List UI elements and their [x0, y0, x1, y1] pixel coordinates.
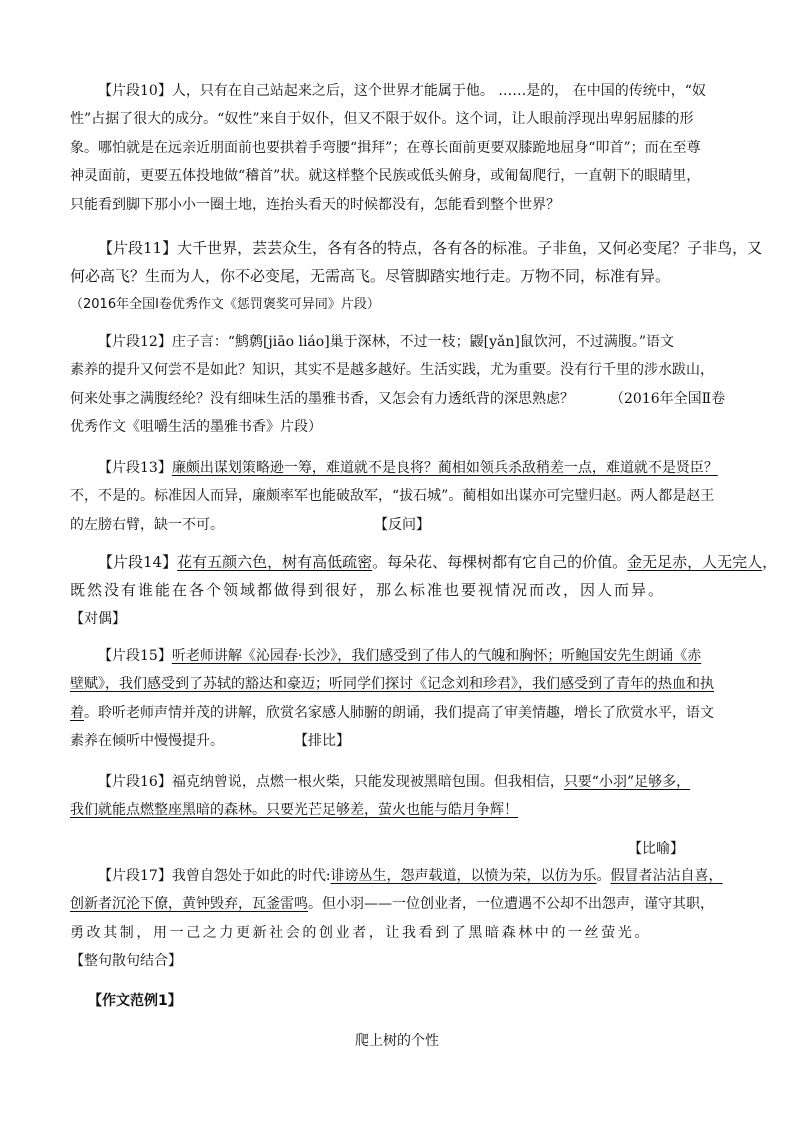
paragraph-14-label: 【片段14】	[98, 553, 178, 571]
paragraph-15-underlined-2: 壁赋》，我们感受到了苏轼的豁达和豪迈；听同学们探讨《记念刘和珍君》，我们感受到了青年的热血和执	[70, 676, 714, 693]
paragraph-13-underlined: 廉颇出谋划策略逊一筹，难道就不是良将？蔺相如领兵杀敌稍差一点，难道就不是贤臣？	[171, 460, 718, 476]
paragraph-12-line-3-wrap	[70, 385, 724, 413]
paragraph-13-label: 【片段13】	[98, 460, 172, 476]
paragraph-10-line-3: 象。哪怕就是在远亲近朋面前也要拱着手弯腰“揖拜”；在尊长面前更要双膝跪地屈身“叩首”；而在至尊	[70, 139, 701, 156]
paragraph-10-line-2: 性”占据了很大的成分。“奴性”来自于奴仆，但又不限于奴仆。这个词，让人眼前浮现出卑躬屈膝的形	[70, 111, 694, 128]
paragraph-11-line-2: 何必高飞？生而为人，你不必变尾，无需高飞。尽管脚踏实地行走。万物不同，标准有异。	[70, 267, 671, 286]
paragraph-17-underlined-3: 创新者沉沦下僚，黄钟毁弃，瓦釜雷鸣	[70, 896, 308, 913]
paragraph-14-tag: 【对偶】	[70, 610, 126, 627]
paragraph-13-line-2: 不，不是的。标准因人而异，廉颇率军也能破敌军，“拔石城”。蔺相如出谋亦可完璧归赵。两人都是赵王	[70, 488, 715, 505]
paragraph-17-label: 【片段17】我曾自怨处于如此的时代:	[98, 868, 331, 884]
paragraph-17-tag: 【整句散句结合】	[70, 953, 182, 970]
paragraph-15-underlined-1: 听老师讲解《沁园春·长沙》，我们感受到了伟人的气魄和胸怀；听鲍国安先生朗诵《赤	[171, 648, 702, 664]
paragraph-11-source: （2016年全国Ⅰ卷优秀作文《惩罚褒奖可异同》片段）	[70, 296, 380, 312]
paragraph-12-line-1: 【片段12】庄子言：“鹪鹩[jiāo liáo]巢于深林，不过一枝；鼹[yǎn]鼠饮河，不过满腹。”语文	[98, 334, 675, 350]
essay-title: 爬上树的个性	[355, 1033, 439, 1049]
paragraph-17-line-2	[70, 890, 724, 918]
paragraph-15-line-3-text: 。聆听老师声情并茂的讲解，欣赏名家感人肺腑的朗诵，我们提高了审美情趣，增长了欣赏水平，语文	[84, 704, 714, 721]
paragraph-12	[70, 328, 724, 442]
paragraph-10-line-4: 神灵面前，更要五体投地做“稽首”状。就这样整个民族或低头俯身，或匍匐爬行，一直朝下的眼睛里，	[70, 168, 701, 185]
paragraph-13	[70, 454, 724, 539]
paragraph-12-source-start: （2016年全国Ⅱ卷	[610, 390, 726, 407]
paragraph-15-line-1	[70, 642, 724, 670]
paragraph-14-line-2: 既然没有谁能在各个领域都做得到很好，那么标准也要视情况而改，因人而异。	[70, 581, 666, 600]
paragraph-16-tag: 【比喻】	[628, 840, 684, 857]
paragraph-14-end: ，	[762, 553, 778, 571]
paragraph-15-line-3	[70, 699, 724, 727]
paragraph-15-line-4	[70, 727, 724, 755]
paragraph-15	[70, 642, 724, 756]
paragraph-13-line-3	[70, 511, 724, 539]
paragraph-17-underlined-1: 诽谤丛生，怨声载道，以愤为荣，以仿为乐	[330, 868, 597, 884]
paragraph-13-line-3-text: 的左膀右臂，缺一不可。	[70, 516, 224, 533]
paragraph-16-text: 【片段16】福克纳曾说，点燃一根火柴，只能发现被黑暗包围。但我相信，	[98, 774, 564, 790]
paragraph-14-middle: 。每朵花、每棵树都有它自己的价值。	[372, 553, 628, 571]
paragraph-16-underlined-2: 我们就能点燃整座黑暗的森林。只要光芒足够差，萤火也能与皓月争辉！	[70, 802, 518, 819]
paragraph-17-underlined-2: 假冒者沾沾自喜，	[610, 868, 723, 884]
paragraph-10-line-1: 【片段10】人，只有在自己站起来之后，这个世界才能属于他。 ……是的， 在中国的传统中，“奴	[98, 83, 706, 99]
paragraph-16-line-1	[70, 768, 724, 796]
paragraph-11	[70, 234, 763, 319]
paragraph-17-line-1	[70, 862, 724, 890]
paragraph-14-line-1	[70, 548, 778, 576]
paragraph-15-tag: 【排比】	[294, 733, 350, 750]
paragraph-14	[70, 548, 778, 633]
paragraph-14-underlined-1: 花有五颜六色，树有高低疏密	[177, 553, 373, 571]
paragraph-10-line-5: 只能看到脚下那小小一圈土地，连抬头看天的时候都没有，怎能看到整个世界？	[70, 196, 560, 213]
paragraph-12-line-3: 何来处事之满腹经纶？没有细味生活的墨雅书香，又怎会有力透纸背的深思熟虑？	[70, 390, 574, 407]
paragraph-13-tag: 【反问】	[374, 516, 430, 533]
paragraph-17-line-3: 勇改其制，用一己之力更新社会的创业者，让我看到了黑暗森林中的一丝萤光。	[70, 924, 651, 941]
paragraph-12-line-2: 素养的提升又何尝不是如此？知识，其实不是越多越好。生活实践，尤为重要。没有行千里的涉水跋山，	[70, 362, 714, 379]
paragraph-10	[70, 77, 724, 219]
paragraph-17-line-2-text: 。但小羽——一位创业者，一位遭遇不公却不出怨声，谨守其职，	[308, 896, 714, 913]
paragraph-13-line-1	[70, 454, 724, 482]
paragraph-17	[70, 862, 724, 976]
paragraph-15-label: 【片段15】	[98, 648, 172, 664]
paragraph-16	[70, 768, 724, 863]
paragraph-15-line-4-text: 素养在倾听中慢慢提升。	[70, 733, 224, 750]
paragraph-11-line-1: 【片段11】大千世界，芸芸众生，各有各的特点，各有各的标准。子非鱼，又何必变尾？子非鸟，又	[98, 239, 763, 257]
paragraph-17-middle: 。	[596, 868, 611, 884]
paragraph-14-underlined-2: 金无足赤，人无完人	[627, 553, 763, 571]
example-heading: 【作文范例1】	[88, 993, 182, 1009]
paragraph-16-underlined-1: 只要“小羽”足够多，	[563, 774, 691, 790]
paragraph-12-source-end: 优秀作文《咀嚼生活的墨雅书香》片段）	[70, 419, 322, 436]
paragraph-15-underlined-3: 着	[70, 704, 84, 721]
